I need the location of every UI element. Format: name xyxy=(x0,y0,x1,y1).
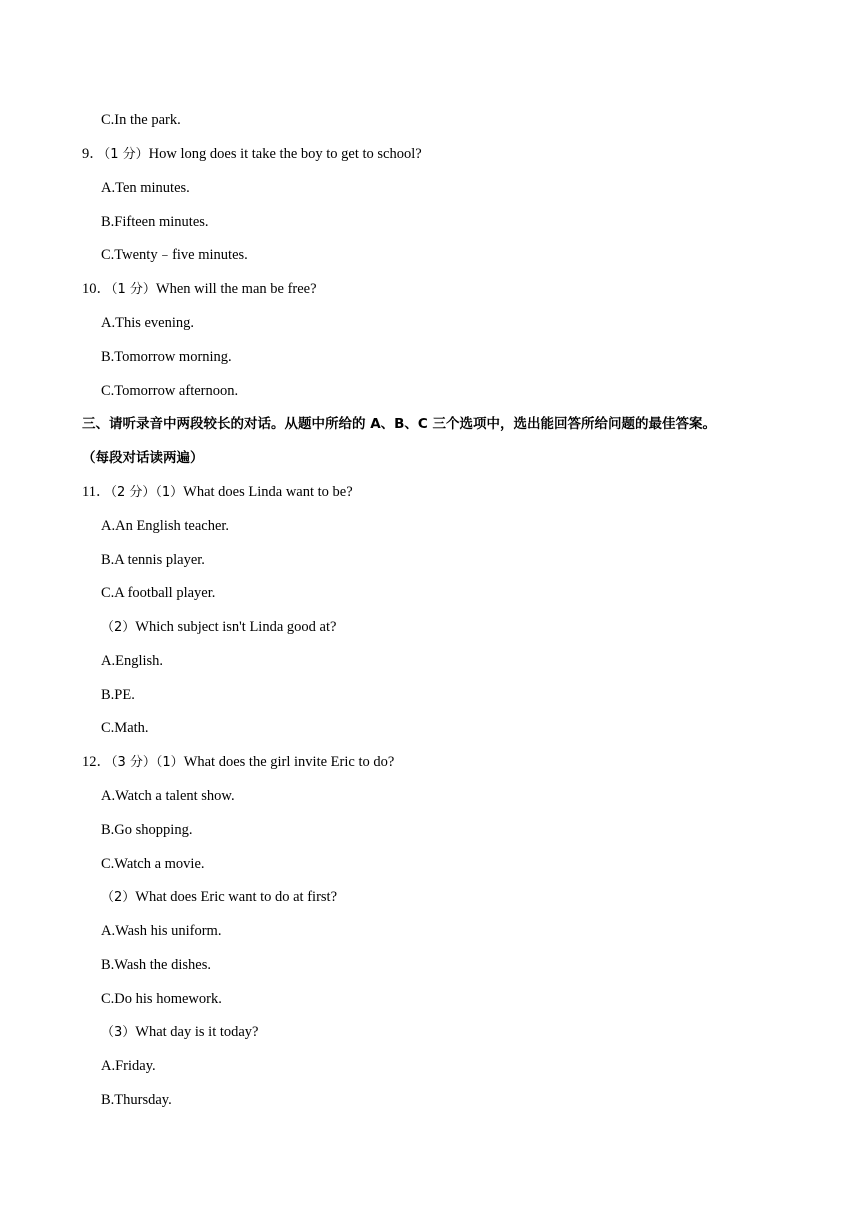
question-number: 12． xyxy=(82,754,111,770)
q11-1-option-c: C.A football player. xyxy=(101,585,216,601)
sub-question-number: （3） xyxy=(101,1025,136,1040)
q12-2-option-a: A.Wash his uniform. xyxy=(101,923,222,939)
question-score: （2 分） xyxy=(110,485,156,500)
question-score: （1 分） xyxy=(103,147,149,162)
question-text: What does the girl invite Eric to do? xyxy=(183,754,395,770)
q12-sub-question-2 xyxy=(101,888,337,907)
q11-1-option-b: B.A tennis player. xyxy=(101,552,205,568)
q9-option-c: C.Twenty﹣five minutes. xyxy=(101,247,248,263)
q11-2-option-c: C.Math. xyxy=(101,720,149,736)
question-text: When will the man be free? xyxy=(155,281,317,297)
q11-2-option-a: A.English. xyxy=(101,653,164,669)
q12-3-option-b: B.Thursday. xyxy=(101,1092,172,1108)
question-9 xyxy=(82,145,422,164)
q11-sub-question-2 xyxy=(101,618,336,637)
q12-1-option-c: C.Watch a movie. xyxy=(101,856,205,872)
q9-option-b: B.Fifteen minutes. xyxy=(101,214,209,230)
question-number: 9． xyxy=(82,146,104,162)
question-score: （1 分） xyxy=(111,282,156,297)
q12-sub-question-3 xyxy=(101,1023,259,1042)
q10-option-b: B.Tomorrow morning. xyxy=(101,349,232,365)
question-score: （3 分） xyxy=(111,755,156,770)
question-text: What does Linda want to be? xyxy=(183,484,353,500)
sub-question-number: （1） xyxy=(155,755,184,770)
question-text: What does Eric want to do at first? xyxy=(135,889,338,905)
question-11 xyxy=(82,483,353,502)
section-heading: 三、请听录音中两段较长的对话。从题中所给的 A、B、C 三个选项中，选出能回答所给问题的最佳答案。 xyxy=(82,416,717,432)
q12-3-option-a: A.Friday. xyxy=(101,1058,156,1074)
q10-option-a: A.This evening. xyxy=(101,315,195,331)
q12-2-option-c: C.Do his homework. xyxy=(101,991,222,1007)
q11-1-option-a: A.An English teacher. xyxy=(101,518,230,534)
sub-question-number: （2） xyxy=(101,890,136,905)
question-number: 10． xyxy=(82,281,111,297)
q12-2-option-b: B.Wash the dishes. xyxy=(101,957,211,973)
section-note: （每段对话读两遍） xyxy=(82,450,204,466)
sub-question-number: （2） xyxy=(101,620,136,635)
q10-option-c: C.Tomorrow afternoon. xyxy=(101,383,239,399)
q11-2-option-b: B.PE. xyxy=(101,687,135,703)
q12-1-option-a: A.Watch a talent show. xyxy=(101,788,235,804)
q12-1-option-b: B.Go shopping. xyxy=(101,822,193,838)
question-12 xyxy=(82,753,394,772)
question-number: 11． xyxy=(82,484,111,500)
question-text: Which subject isn't Linda good at? xyxy=(135,619,337,635)
question-10 xyxy=(82,280,317,299)
question-text: How long does it take the boy to get to school? xyxy=(148,146,422,162)
question-text: What day is it today? xyxy=(135,1024,259,1040)
q9-option-a: A.Ten minutes. xyxy=(101,180,190,196)
q8-option-c: C.In the park. xyxy=(101,112,181,128)
sub-question-number: （1） xyxy=(155,485,184,500)
